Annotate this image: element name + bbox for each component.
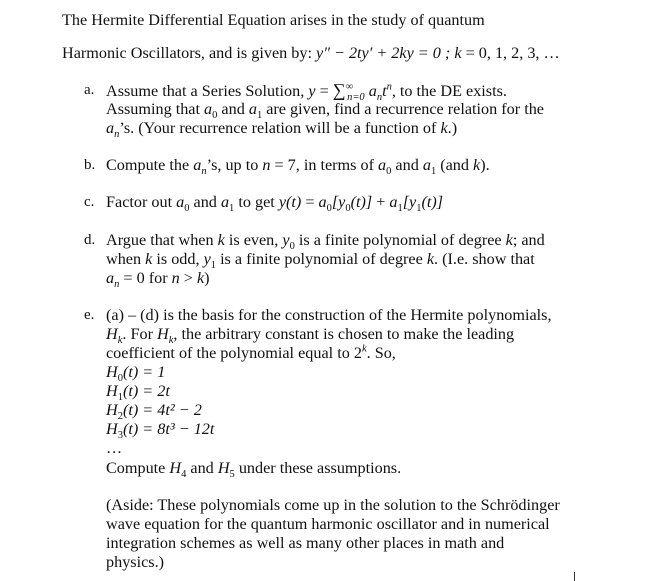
item-d-line-3 <box>106 268 210 291</box>
sub: k <box>168 335 174 347</box>
sub: 1 <box>256 110 263 122</box>
math-a: a <box>368 82 377 100</box>
text: and <box>189 193 221 211</box>
item-e-line-1 <box>106 305 552 325</box>
hermite-poly-1 <box>106 381 170 404</box>
math-y: y <box>203 250 211 268</box>
sub: 1 <box>210 260 217 272</box>
math-H: H <box>106 420 118 438</box>
math-k: k <box>217 231 225 249</box>
math-a: a <box>176 193 185 211</box>
text: to get <box>234 193 275 211</box>
text: = 7, in terms of <box>270 156 374 174</box>
sub: 0 <box>184 203 190 215</box>
text: Factor out <box>106 193 173 211</box>
math-a: a <box>106 119 115 137</box>
math-H: H <box>157 325 169 343</box>
math: (t) <box>122 382 139 400</box>
text: are given, find a recurrence relation for the <box>262 100 544 118</box>
item-d-line-1 <box>106 230 545 253</box>
sub: 5 <box>229 469 235 481</box>
text: Assume that a Series Solution, <box>106 82 305 100</box>
math-a: a <box>106 269 115 287</box>
sub: n <box>376 92 383 104</box>
math-n: n <box>262 156 271 174</box>
text: Compute the <box>106 156 190 174</box>
item-a-line-2 <box>106 99 544 122</box>
text: . For <box>122 325 158 343</box>
text: is even, <box>224 231 279 249</box>
text: = 0 for <box>119 269 172 287</box>
text: , the arbitrary constant is chosen to make the leading <box>173 325 515 343</box>
sub: 2 <box>117 411 123 423</box>
intro-text-2: Harmonic Oscillators, and is given by: <box>62 44 312 62</box>
sub: 1 <box>430 166 437 178</box>
aside-line-2: wave equation for the quantum harmonic oscillator and in numerical <box>106 515 550 533</box>
text: and <box>217 100 249 118</box>
math-k: k <box>196 269 205 287</box>
math-a: a <box>422 156 431 174</box>
text: = <box>301 193 319 211</box>
math: = 2t <box>138 382 170 400</box>
sub: n <box>114 129 120 141</box>
sub: 0 <box>386 166 392 178</box>
math: (t)] <box>350 193 373 211</box>
math: = 8t³ − 12t <box>138 420 215 438</box>
hermite-equation: y″ − 2ty′ + 2ky = 0 ; <box>316 44 451 62</box>
item-b-label: b. <box>84 157 96 173</box>
item-b-line <box>106 155 490 178</box>
sub: n <box>114 279 120 291</box>
math-a: a <box>220 193 230 211</box>
math-k: k <box>473 156 481 174</box>
sub: 4 <box>181 469 187 481</box>
text: ). <box>480 156 490 174</box>
sup: n <box>386 81 392 93</box>
item-a-line-3 <box>106 118 458 141</box>
page-edge-mark <box>574 572 575 581</box>
item-e-line-3 <box>106 343 396 363</box>
text: and <box>391 156 423 174</box>
math-n: n <box>171 269 180 287</box>
math-y: y <box>308 82 316 100</box>
item-c-line <box>106 192 444 215</box>
sub: 1 <box>416 203 422 215</box>
text: under these assumptions. <box>234 459 402 477</box>
math-t: t <box>382 82 387 100</box>
aside-line-1: (Aside: These polynomials come up in the solution to the Schrödinger <box>106 496 560 514</box>
math-H: H <box>169 459 182 477</box>
math-H: H <box>217 459 230 477</box>
intro-line-1 <box>62 10 485 30</box>
sum-sup: ∞ <box>345 81 354 93</box>
sub: 0 <box>326 203 332 215</box>
sum-symbol: ∑ <box>332 80 346 100</box>
sub: 0 <box>289 241 295 253</box>
text: Assuming that <box>106 100 200 118</box>
sub: 0 <box>345 203 351 215</box>
text: , to the DE exists. <box>391 82 507 100</box>
ellipsis: … <box>106 439 123 457</box>
text: . (I.e. show that <box>434 250 535 268</box>
hermite-poly-2 <box>106 400 202 423</box>
text: (a) – (d) is the basis for the construction of the Hermite polynomials, <box>106 306 552 324</box>
item-e-compute-line <box>106 458 402 481</box>
math-a: a <box>248 100 257 118</box>
text: Argue that when <box>106 231 214 249</box>
sub: n <box>201 166 207 178</box>
sub: 1 <box>117 392 123 404</box>
math: (t) <box>122 363 139 381</box>
text: and <box>186 459 218 477</box>
sub: 1 <box>229 203 235 215</box>
text: ’s, up to <box>206 156 259 174</box>
text: .) <box>447 119 458 137</box>
math-a: a <box>389 193 398 211</box>
aside-line-4: physics.) <box>106 553 164 571</box>
intro-text: The Hermite Differential Equation arises in the study of quantum <box>62 11 485 29</box>
item-d-label: d. <box>84 232 96 248</box>
text: = <box>315 82 333 100</box>
hermite-poly-3 <box>106 419 215 442</box>
sup: k <box>361 343 367 355</box>
sum-sub: n=0 <box>347 92 365 104</box>
math-y1: [y <box>402 193 417 211</box>
item-d-line-2 <box>106 249 535 272</box>
text: is a finite polynomial of degree <box>216 250 423 268</box>
text: ’s. (Your recurrence relation will be a function of <box>119 119 437 137</box>
math-H: H <box>106 382 118 400</box>
math-a: a <box>204 100 213 118</box>
sub: 0 <box>212 110 218 122</box>
math: = 4t² − 2 <box>138 401 202 419</box>
math-k: k <box>145 250 153 268</box>
text: Compute <box>106 459 166 477</box>
text: ; and <box>512 231 545 249</box>
text: > <box>179 269 197 287</box>
text: . So, <box>366 344 396 362</box>
sub: k <box>117 335 123 347</box>
k-var: k <box>454 44 462 62</box>
math-yt: y(t) <box>278 193 302 211</box>
math-H: H <box>106 401 118 419</box>
math-a: a <box>193 156 202 174</box>
text: + <box>372 193 390 211</box>
math-k: k <box>505 231 513 249</box>
math-k: k <box>440 119 448 137</box>
text: (and <box>436 156 469 174</box>
math: = 1 <box>138 363 166 381</box>
math: (t) <box>122 420 139 438</box>
math-H: H <box>106 363 118 381</box>
item-e-line-2 <box>106 324 515 347</box>
math-a: a <box>378 156 387 174</box>
item-e-label: e. <box>84 307 95 323</box>
sub: 1 <box>397 203 403 215</box>
text: coefficient of the polynomial equal to 2 <box>106 344 362 362</box>
math-y: y <box>282 231 290 249</box>
item-a-line-1 <box>106 80 507 104</box>
math-k: k <box>426 250 435 268</box>
aside-line-3: integration schemes as well as many other places in math and <box>106 534 505 552</box>
intro-line-2 <box>62 43 560 63</box>
text: is odd, <box>152 250 200 268</box>
k-values: = 0, 1, 2, 3, … <box>461 44 560 62</box>
sub: 0 <box>117 373 123 385</box>
math-H: H <box>106 325 118 343</box>
text: is a finite polynomial of degree <box>294 231 502 249</box>
item-c-label: c. <box>84 194 95 210</box>
sub: 3 <box>117 430 123 442</box>
hermite-poly-0 <box>106 362 166 385</box>
math-a: a <box>318 193 327 211</box>
text: ) <box>204 269 210 287</box>
item-a-label: a. <box>84 82 95 98</box>
math-y0: [y <box>331 193 346 211</box>
math: (t)] <box>421 193 444 211</box>
math: (t) <box>122 401 139 419</box>
text: when <box>106 250 142 268</box>
